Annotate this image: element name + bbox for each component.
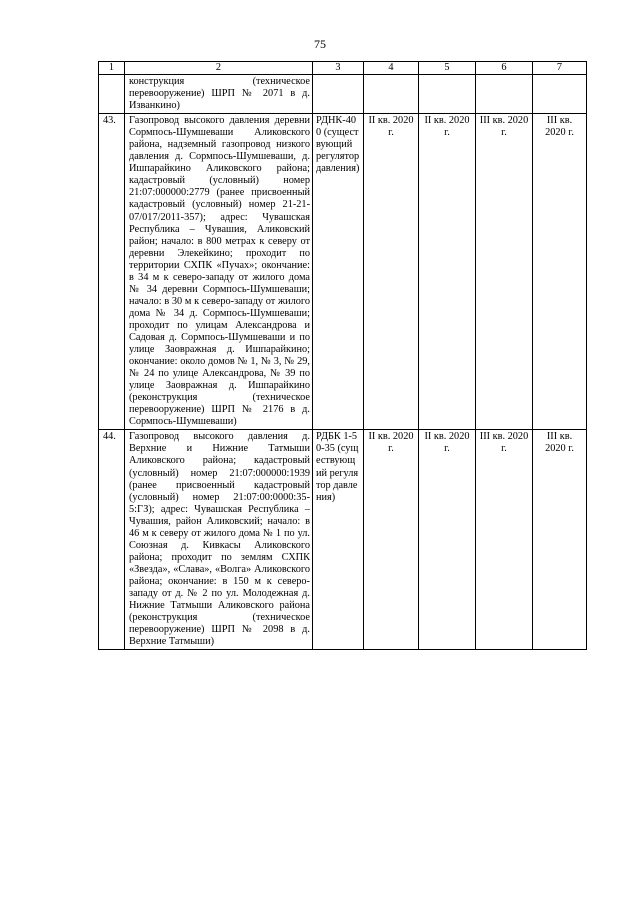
quarter-cell <box>419 75 476 114</box>
quarter-cell: II кв. 2020 г. <box>364 114 419 430</box>
page-number: 75 <box>314 37 326 51</box>
quarter-cell: III кв. 2020 г. <box>533 114 587 430</box>
column-header: 2 <box>125 62 313 75</box>
column-header: 1 <box>99 62 125 75</box>
quarter-cell: II кв. 2020 г. <box>419 114 476 430</box>
description-cell: конструкция (техническое перевооружение) ШРП № 2071 в д. Изванкино) <box>125 75 313 114</box>
quarter-cell <box>476 75 533 114</box>
row-number-cell: 43. <box>99 114 125 430</box>
column-header: 4 <box>364 62 419 75</box>
description-cell: Газопровод высокого давления д. Верхние и Нижние Татмыши Аликовского района; кадастровый (условный) номер 21:07:000000:1939 (ранее присвоенный кадастровый (условный) номер 21:07:00:0000:35-5:ГЗ); адрес: Чувашская Республика – Чувашия, район Аликовский; начало: в 46 м к северу от жилого дома № 1 по ул. Союзная д. Кивкасы Аликовского района; проходит по землям СХПК «Звезда», «Слава», «Волга» Аликовского района; окончание: в 150 м к северо-западу от д. № 2 по ул. Молодежная д. Нижние Татмыши Аликовского района (реконструкция (техническое перевооружение) ШРП № 2098 в д. Верхние Татмыши) <box>125 430 313 650</box>
quarter-cell: III кв. 2020 г. <box>476 114 533 430</box>
quarter-cell: III кв. 2020 г. <box>476 430 533 650</box>
column-header: 5 <box>419 62 476 75</box>
quarter-cell <box>533 75 587 114</box>
equipment-cell <box>313 75 364 114</box>
quarter-cell: II кв. 2020 г. <box>419 430 476 650</box>
table-row <box>99 430 587 650</box>
equipment-cell: РДНК-400 (существующий регулятор давления) <box>313 114 364 430</box>
column-header: 7 <box>533 62 587 75</box>
row-number-cell <box>99 75 125 114</box>
table-row <box>99 114 587 430</box>
column-header: 6 <box>476 62 533 75</box>
quarter-cell: II кв. 2020 г. <box>364 430 419 650</box>
header-row <box>99 62 587 75</box>
schedule-table <box>98 61 587 650</box>
row-number-cell: 44. <box>99 430 125 650</box>
table-row <box>99 75 587 114</box>
description-cell: Газопровод высокого давления деревни Сормпось-Шумшеваши Аликовского района, надземный газопровод низкого давления д. Сормпось-Шумшеваши, д. Ишпарайкино Аликовского района; кадастровый (условный) номер 21:07:000000:2779 (ранее присвоенный кадастровый (условный) номер 21-21-07/017/2011-357); адрес: Чувашская Республика – Чувашия, Аликовский район; начало: в 800 метрах к северу от деревни Элекейкино; проходит по территории СХПК «Пучах»; окончание: в 34 м к северо-западу от жилого дома № 34 деревни Сормпось-Шумшеваши; начало: в 30 м к северо-западу от жилого дома № 34 д. Сормпось-Шумшеваши; проходит по улицам Александрова и Садовая д. Сормпось-Шумшеваши и по улице Заовражная д. Ишпарайкино; окончание: около домов № 1, № 3, № 29, № 24 по улице Александрова, № 39 по улице Заовражная д. Ишпарайкино (реконструкция (техническое перевооружение) ШРП № 2176 в д. Сормпось-Шумшеваши) <box>125 114 313 430</box>
column-header: 3 <box>313 62 364 75</box>
quarter-cell <box>364 75 419 114</box>
quarter-cell: III кв. 2020 г. <box>533 430 587 650</box>
equipment-cell: РДБК 1-50-35 (существующий регулятор давления) <box>313 430 364 650</box>
